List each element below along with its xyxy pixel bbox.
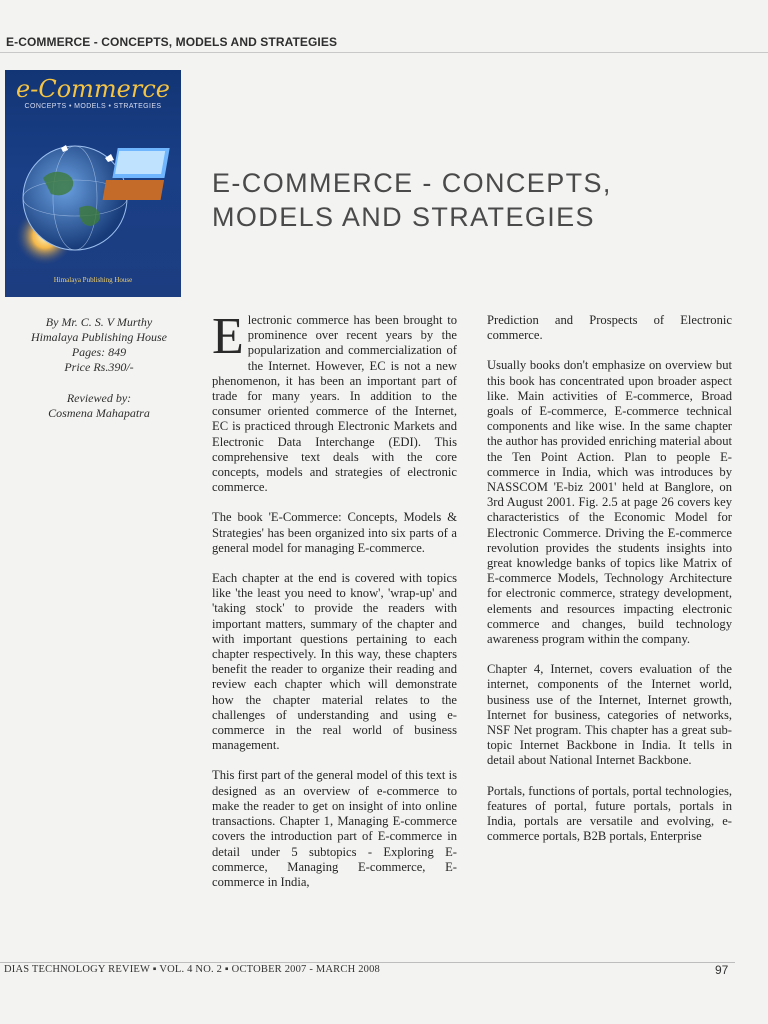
cover-subtitle: CONCEPTS • MODELS • STRATEGIES <box>24 103 162 110</box>
paragraph-6: Usually books don't emphasize on overview but this book has concentrated upon broader aspect like. Main activities of E-commerce, Broad goals of E-commerce, E-commerce technical components and like wise. In the same chapter the author has provided enriching material about the Ten Point Action. Plan to people E-commerce in India, which was introduces by NASSCOM 'E-biz 2001' held at Banglore, on 3rd August 2001. Fig. 2.5 at page 26 covers key characteristics of the Economic Model for Electronic Commerce. Driving the E-commerce revolution provides the students insights into great knowledge banks of topics like Matrix of E-commerce Models, Technology Architecture for electronic commerce, strategy development, elements and resources impacting electronic commerce and changes, build technology awareness program within the company. <box>487 358 732 647</box>
reviewed-by-label: Reviewed by: <box>66 391 132 405</box>
drop-cap: E <box>212 308 244 365</box>
paragraph-7: Chapter 4, Internet, covers evaluation of the internet, components of the Internet world, business use of the Internet, Internet growth, Internet for business, categories of networks, NSF Net program. This chapter has a great sub-topic Internet Backbone in India. It tells in detail about National Internet Backbone. <box>487 662 732 768</box>
running-head: E-COMMERCE - CONCEPTS, MODELS AND STRATEGIES <box>6 35 338 49</box>
reviewer-name: Cosmena Mahapatra <box>48 406 150 420</box>
paragraph-8: Portals, functions of portals, portal technologies, features of portal, future portals, portals in India, portals are versatile and evolving, e-commerce portals, B2B portals, Enterprise <box>487 783 732 844</box>
book-cover <box>5 70 181 297</box>
paragraph-2: The book 'E-Commerce: Concepts, Models & Strategies' has been organized into six parts of a general model for managing E-commerce. <box>212 510 457 555</box>
cover-globe-illustration <box>5 118 181 268</box>
book-publisher: Himalaya Publishing House <box>31 330 167 344</box>
article-column-right <box>487 313 732 860</box>
book-author: By Mr. C. S. V Murthy <box>45 315 153 329</box>
book-price: Price Rs.390/- <box>64 360 134 374</box>
footer-rule <box>0 962 735 963</box>
paragraph-1-text: lectronic commerce has been brought to prominence over recent years by the popularization and commercialization of the Internet. However, EC is not a new phenomenon, it has been an important part of trade for many years. In addition to the consumer oriented commerce of the Internet, EC is practiced through Electronic Markets and Electronic Data Interchange (EDI). This comprehensive text deals with the core concepts, models and strategies of electronic commerce. <box>212 313 457 495</box>
title-line-1: E-COMMERCE - CONCEPTS, <box>212 168 612 199</box>
paragraph-3: Each chapter at the end is covered with topics like 'the least you need to know', 'wrap-up' and 'taking stock' to provide the readers with important matters, summary of the chapter and with important questions pertaining to each chapter respectively. In this way, these chapters benefit the reader to organize their reading and review each chapter which will demonstrate how the chapter material relates to the challenges of understanding and using e-commerce in the real world of business management. <box>212 571 457 753</box>
footer-journal-info: DIAS TECHNOLOGY REVIEW ▪ VOL. 4 NO. 2 ▪ OCTOBER 2007 - MARCH 2008 <box>4 964 380 975</box>
cover-title: e-Commerce <box>16 75 170 103</box>
paragraph-5: Prediction and Prospects of Electronic commerce. <box>487 313 732 343</box>
book-details <box>14 315 184 421</box>
article-column-left <box>212 308 457 905</box>
paragraph-4: This first part of the general model of this text is designed as an overview of e-commerce to make the reader to get on insight of into online transactions. Chapter 1, Managing E-commerce covers the introduction part of E-commerce in detail under 5 subtopics - Exploring E-commerce, Managing E-commerce, E-commerce in India, <box>212 768 457 889</box>
paragraph-1 <box>212 308 457 495</box>
title-line-2: MODELS AND STRATEGIES <box>212 202 595 233</box>
book-pages: Pages: 849 <box>71 345 127 359</box>
page-number: 97 <box>715 963 729 977</box>
cover-publisher: Himalaya Publishing House <box>53 276 133 284</box>
page-title <box>212 166 752 234</box>
header-rule <box>0 52 768 53</box>
